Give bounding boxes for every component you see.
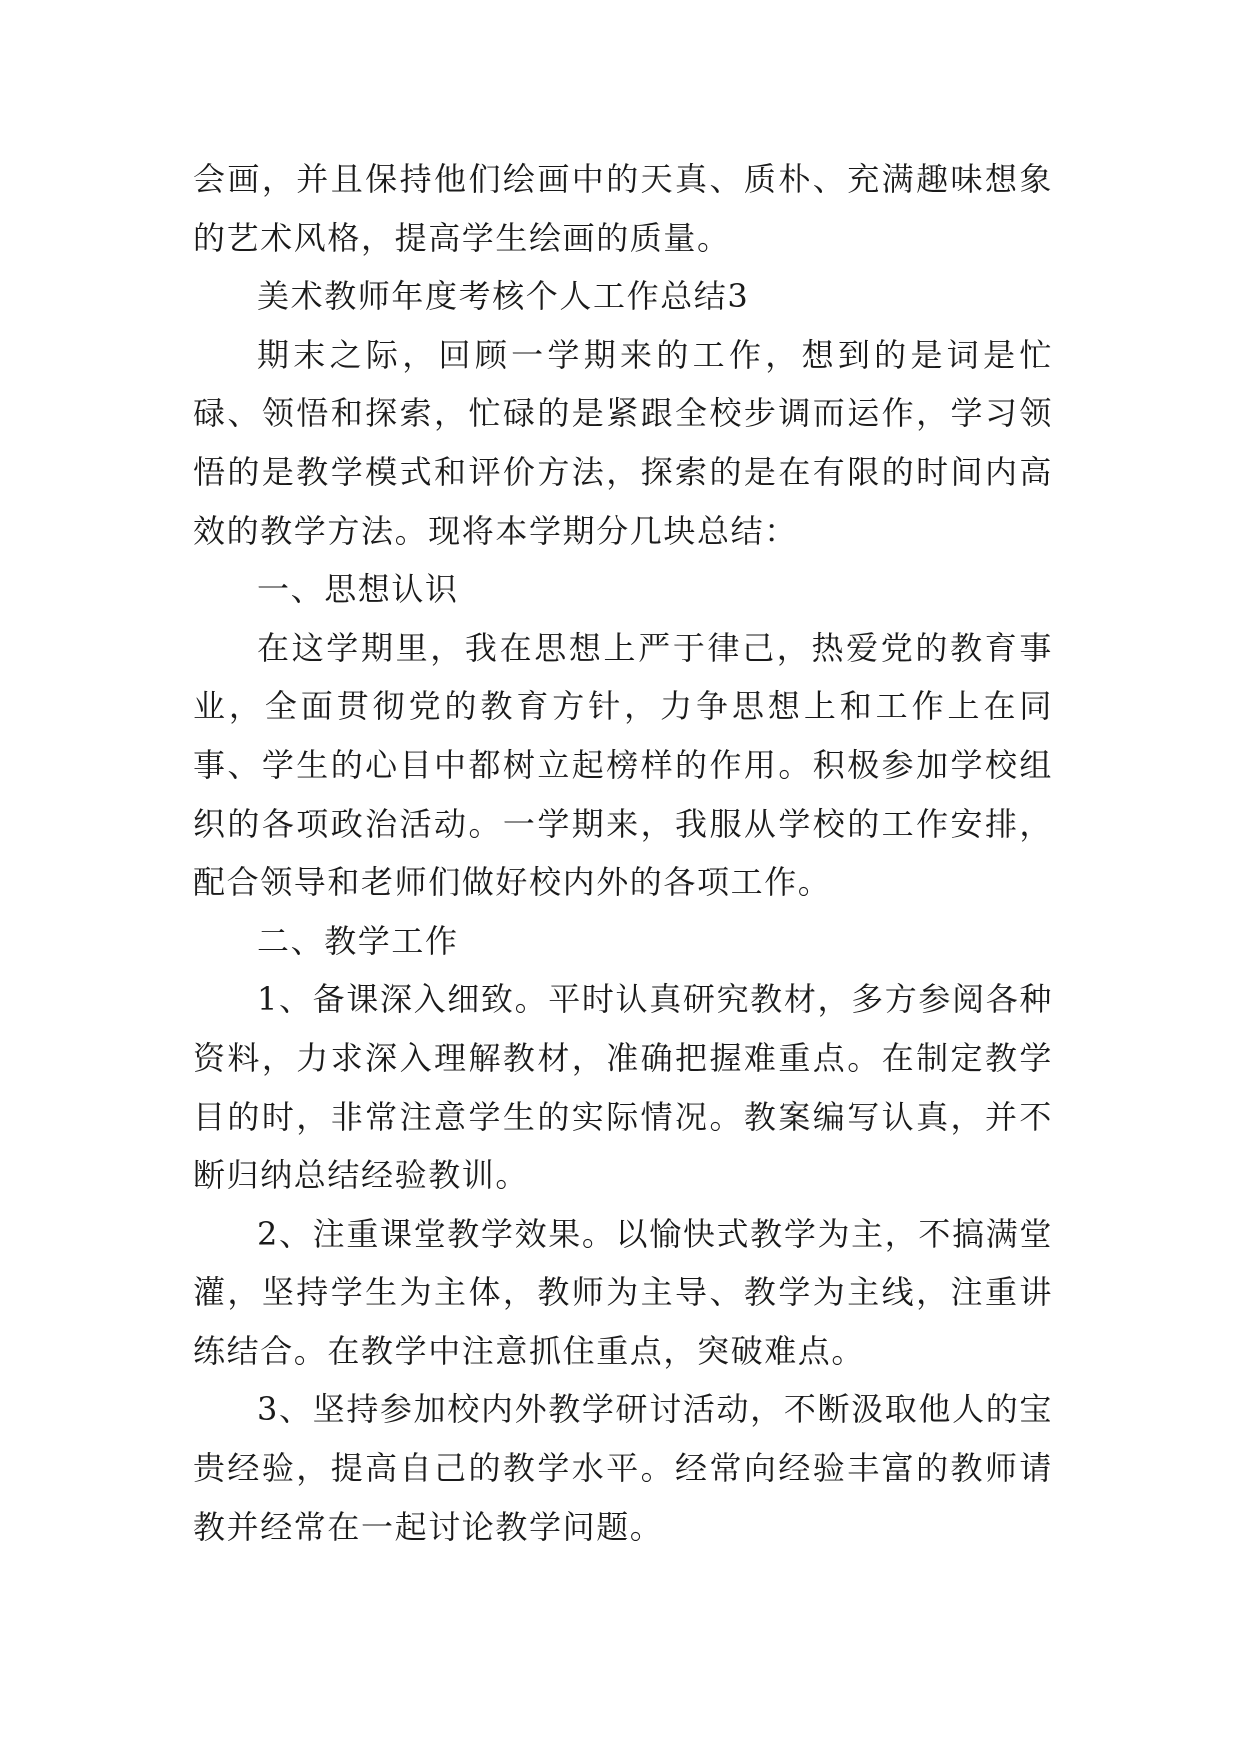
paragraph-research-activities: 3、坚持参加校内外教学研讨活动，不断汲取他人的宝贵经验，提高自己的教学水平。经常向经验丰富的教师请教并经常在一起讨论教学问题。: [193, 1390, 1053, 1546]
section-title: 美术教师年度考核个人工作总结3: [257, 277, 750, 316]
heading-ideology: 一、思想认识: [257, 570, 459, 609]
heading-teaching: 二、教学工作: [257, 921, 459, 960]
paragraph-ideology: 在这学期里，我在思想上严于律己，热爱党的教育事业，全面贯彻党的教育方针，力争思想上和工作上在同事、学生的心目中都树立起榜样的作用。积极参加学校组织的各项政治活动。一学期来，我服从学校的工作安排，配合领导和老师们做好校内外的各项工作。: [193, 628, 1053, 902]
paragraph-continuation: 会画，并且保持他们绘画中的天真、质朴、充满趣味想象的艺术风格，提高学生绘画的质量。: [193, 160, 1053, 257]
paragraph-lesson-prep: 1、备课深入细致。平时认真研究教材，多方参阅各种资料，力求深入理解教材，准确把握难重点。在制定教学目的时，非常注意学生的实际情况。教案编写认真，并不断归纳总结经验教训。: [193, 980, 1053, 1195]
paragraph-classroom-effect: 2、注重课堂教学效果。以愉快式教学为主，不搞满堂灌，坚持学生为主体，教师为主导、教学为主线，注重讲练结合。在教学中注意抓住重点，突破难点。: [193, 1214, 1053, 1370]
paragraph-intro: 期末之际，回顾一学期来的工作，想到的是词是忙碌、领悟和探索，忙碌的是紧跟全校步调而运作，学习领悟的是教学模式和评价方法，探索的是在有限的时间内高效的教学方法。现将本学期分几块总结：: [193, 335, 1053, 550]
document-body: [193, 150, 1053, 1556]
